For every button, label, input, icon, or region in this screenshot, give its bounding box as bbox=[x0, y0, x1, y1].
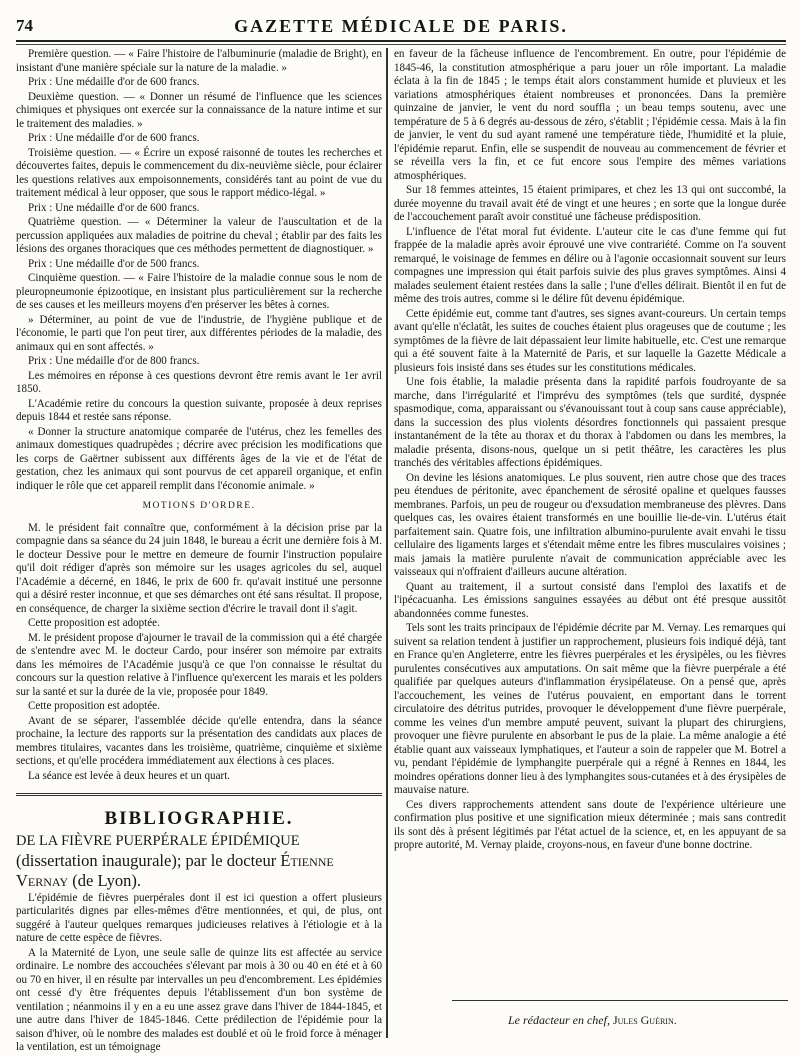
question-1: Première question. — « Faire l'histoire de l'albuminurie (maladie de Bright), en insistant d'une manière spéciale sur la nature de la maladie. » bbox=[16, 48, 382, 74]
header-rule bbox=[16, 44, 786, 45]
page-number: 74 bbox=[16, 16, 33, 35]
left-column bbox=[16, 48, 382, 1056]
president-motion-2: M. le président propose d'ajourner le travail de la commission qui a été chargée de s'entendre avec M. le docteur Cardo, pour insérer son mémoire par extraits dans les mémoires de l'Académie jusqu'à ce que l'on connaisse le résultat du concours sur la question relative à l'influence qu'exercent les marais et les polders sur la santé et sur la durée de la vie, proposée pour 1849. bbox=[16, 631, 382, 698]
president-motion-1: M. le président fait connaître que, conformément à la décision prise par la compagnie dans sa séance du 24 juin 1848, le bureau a écrit une dernière fois à M. le docteur Dessive pour le mettre en demeure de fournir l'instruction populaire qu'il doit rédiger d'après son mémoire sur les usages agricoles du sel, auquel l'Académie a décerné, en 1846, le prix de 600 fr. qu'avait institué une personne qui a désiré rester inconnue, et que ses démarches ont été sans résultat. Il propose, en conséquence, de charger la sixième section d'écrire le travail dont il s'agit. bbox=[16, 521, 382, 615]
motions-heading: MOTIONS D'ORDRE. bbox=[142, 501, 256, 511]
question-2: Deuxième question. — « Donner un résumé de l'influence que les sciences chimiques et physiques ont exercée sur la connaissance de la nature intime et sur le traitement des maladies. » bbox=[16, 90, 382, 130]
warning-signs: Cette épidémie eut, comme tant d'autres, ses signes avant-coureurs. Un certain temps avant qu'elle n'éclatât, les suites de couches étaient plus orageuses que de coutume ; les symptômes de la fièvre de lait dépassaient leur limite habituelle, etc. C'est une remarque qui a été souvent faite à la Maternité de Paris, et sur laquelle la Gazette Médicale a plusieurs fois insisté dans ses études sur les constitutions médicales. bbox=[394, 307, 786, 374]
page-header bbox=[16, 14, 786, 42]
treatment: Quant au traitement, il a surtout consisté dans l'emploi des laxatifs et de l'ipécacuanha. Les émissions sanguines essayées au début ont été presque aussitôt abandonnées comme funestes. bbox=[394, 580, 786, 620]
memoires-deadline: Les mémoires en réponse à ces questions devront être remis avant le 1er avril 1850. bbox=[16, 369, 382, 395]
maternite-lyon: A la Maternité de Lyon, une seule salle de quinze lits est affectée au service ordinaire. Le nombre des accouchées s'élevant par mois à 30 ou 40 en été et à 60 ou 70 en hiver, il en résulte par intervalles un peu d'encombrement. Les épidémies ont cessé d'y être fréquentes depuis l'établissement d'un bon système de ventilation ; néanmoins il y en a eu une assez grave dans l'hiver de 1844-1845, et une autre dans l'hiver de 1845-1846. Cette prédilection de l'épidémie pour la saison d'hiver, où le nombre des malades est doublé et où le froid force à ménager la ventilation, est un témoignage bbox=[16, 946, 382, 1053]
bibliography-title bbox=[16, 830, 382, 891]
biblio-title-main: DE LA FIÈVRE PUERPÉRALE ÉPIDÉMIQUE bbox=[16, 832, 300, 849]
section-separator bbox=[16, 793, 382, 796]
prize-3: Prix : Une médaille d'or de 600 francs. bbox=[28, 201, 200, 214]
prize-5: Prix : Une médaille d'or de 800 francs. bbox=[28, 355, 200, 367]
prize-4: Prix : Une médaille d'or de 500 francs. bbox=[28, 257, 200, 270]
signature-rule bbox=[452, 1000, 788, 1001]
journal-title: GAZETTE MÉDICALE DE PARIS. bbox=[234, 16, 568, 36]
bibliography-heading: BIBLIOGRAPHIE. bbox=[104, 808, 294, 829]
withdrawn-question: « Donner la structure anatomique comparée de l'utérus, chez les femelles des animaux domestiques quadrupèdes ; décrire avec précision les modifications que les corps de Gaërtner subissent aux différents âges de la vie et de l'état de gestation, chez les animaux qui sont pourvus de cet appareil organique, et enfin indiquer le rôle que cet appareil remplit dans l'économie animale. » bbox=[16, 425, 382, 492]
adopted-1: Cette proposition est adoptée. bbox=[28, 617, 160, 629]
main-features: Tels sont les traits principaux de l'épidémie décrite par M. Vernay. Les remarques qui suivent sa relation tendent à justifier un rapprochement, plusieurs fois indiqué déjà, tant en France qu'en Angleterre, entre les fièvres puerpérales et les érysipèles, ou les fièvres purulentes consécutives aux amputations. On sait même que la fièvre puerpérale a été qualifiée par quelques auteurs d'inflammation érysipélateuse. On a pensé que, après l'accouchement, les veines de l'utérus pouvaient, en emportant dans le torrent circulatoire des détritus putrides, provoquer le développement d'une fièvre puerpérale, comme les veines d'un membre amputé peuvent, suivant la plupart des chirurgiens, provoquer une fièvre purulente en absorbant le pus de la plaie. La même analogie a été établie quant aux vaisseaux lymphatiques, et l'auteur a soin de rappeler que M. Botrel a vu, pendant l'épidémie de lymphangite puerpérale qui a régné à Rennes en 1844, les moindres opérations donner lieu à des lymphangites sous-cutanées et à des érysipèles de mauvaise nature. bbox=[394, 622, 786, 796]
biblio-origin: (de Lyon). bbox=[68, 870, 142, 890]
women-affected: Sur 18 femmes atteintes, 15 étaient primipares, et chez les 13 qui ont succombé, la durée moyenne du travail avait été de vingt et une heures ; en sorte que la longue durée de l'accouchement paraît avoir constitué une fâcheuse prédisposition. bbox=[394, 184, 786, 223]
question-5-continued: » Déterminer, au point de vue de l'industrie, de l'hygiène publique et de l'économie, le parti que l'on peut tirer, aux différentes périodes de la maladie, des animaux qui en sont affectés. » bbox=[16, 313, 382, 353]
question-4: Quatrième question. — « Déterminer la valeur de l'auscultation et de la percussion appliquées aux maladies de poitrine du cheval ; établir par des faits les lésions des organes thoraciques que ces méthodes permettent de diagnostiquer. » bbox=[16, 216, 382, 255]
overcrowding-paragraph: en faveur de la fâcheuse influence de l'encombrement. En outre, pour l'épidémie de 1845-46, la constitution atmosphérique a paru jouer un rôle important. La maladie éclata à la fin de 1845 ; le temps était alors constamment humide et pluvieux et les variations atmosphériques étaient nombreuses et prononcées. Dans la première quinzaine de janvier, le vent du nord souffla ; un beau temps soutenu, avec une température de 5 à 6 degrés au-dessous de zéro, s'établit ; l'épidémie cessa. Mais à la fin de janvier, le vent du sud ayant ramené une température tiède, l'humidité et la pluie, l'épidémie reparut. Enfin, elle se suspendit de nouveau au commencement de février et se réveilla vers la fin, et ce fut encore sous l'empire des mêmes variations atmosphériques. bbox=[394, 48, 786, 182]
prize-1: Prix : Une médaille d'or de 600 francs. bbox=[28, 76, 200, 88]
conclusion: Ces divers rapprochements attendent sans doute de l'expérience ultérieure une confirmation plus positive et une signification mieux déterminée ; mais sans contredit ils sont dès à présent légitimés par l'état actuel de la science, et, en les appuyant de sa propre autorité, M. Vernay plaide, croyons-nous, en faveur d'une bonne doctrine. bbox=[394, 798, 786, 851]
column-divider bbox=[386, 48, 388, 1038]
biblio-author: Étienne Vernay bbox=[16, 850, 334, 890]
moral-influence: L'influence de l'état moral fut évidente. L'auteur cite le cas d'une femme qui fut frappée de la maladie après avoir éprouvé une vive contrariété. Comme on l'a souvent remarqué, le voisinage de femmes en délire ou à l'agonie occasionnait souvent sur leurs compagnes une impression qui était parfois suivie des plus graves symptômes. Ainsi 4 malades seulement étaient restées dans la salle ; l'une d'elles délirait. Bientôt il en fut de même des trois autres, comme si le délire fût devenu épidémique. bbox=[394, 225, 786, 305]
disease-course: Une fois établie, la maladie présenta dans la rapidité parfois foudroyante de sa marche, dans l'irrégularité et l'imprévu des symptômes (tels que surdité, dyspnée spasmodique, coma, apparaissant ou s'évanouissant tout à coup sans cause appréciable), dans la succession des plus violents désordres fonctionnels qui passaient presque instantanément de la tête au thorax et du thorax à l'abdomen ou dans les membres, la maladie présenta, disons-nous, quelque un si petit théâtre, les caractères les plus tranchés des véritables affections épidémiques. bbox=[394, 376, 786, 469]
right-column bbox=[394, 48, 786, 854]
academie-withdrawal: L'Académie retire du concours la question suivante, proposée à deux reprises depuis 1844 et restée sans réponse. bbox=[16, 397, 382, 423]
signature-name: Jules Guérin. bbox=[609, 1013, 677, 1027]
epidemic-intro: L'épidémie de fièvres puerpérales dont il est ici question a offert plusieurs particularités dignes par elles-mêmes d'être mentionnées, et qui, de plus, ont suggéré à l'auteur quelques remarques judicieuses relatives à l'étiologie et à la nature de cette espèce de fièvres. bbox=[16, 891, 382, 944]
adopted-2: Cette proposition est adoptée. bbox=[28, 700, 160, 712]
editor-signature bbox=[508, 1013, 677, 1028]
biblio-title-sub: (dissertation inaugurale); par le docteur bbox=[16, 850, 281, 870]
session-closed: La séance est levée à deux heures et un quart. bbox=[28, 769, 231, 782]
assembly-decision: Avant de se séparer, l'assemblée décide qu'elle entendra, dans la séance prochaine, la lecture des rapports sur la présentation des candidats aux places de membres titulaires, vacantes dans les troisième, quatrième, cinquième et sixième sections, et qu'elle procédera immédiatement aux élections à ces places. bbox=[16, 714, 382, 767]
anatomical-lesions: On devine les lésions anatomiques. Le plus souvent, rien autre chose que des traces peu étendues de péritonite, avec épanchement de sérosité opaline et quelques fausses membranes. Parfois, un peu de rougeur ou d'exsudation membraneuse des plèvres. Dans quelques cas, les ovaires étaient transformés en une bouillie lie-de-vin. L'utérus était parfaitement sain. Quatre fois, une infiltration albumino-purulente avait envahi le tissu cellulaire des ligaments larges et s'étendait même entre les fibres musculaires voisines ; mais jamais la matière purulente n'avait de communication appréciable avec les vaisseaux qui n'offraient d'ailleurs aucune altération. bbox=[394, 471, 786, 578]
question-5: Cinquième question. — « Faire l'histoire de la maladie connue sous le nom de pleuropneumonie épizootique, en insistant plus particulièrement sur la recherche de ses causes et les meilleurs moyens d'en préserver les bêtes à cornes. bbox=[16, 272, 382, 311]
signature-role: Le rédacteur en chef, bbox=[508, 1013, 610, 1027]
prize-2: Prix : Une médaille d'or de 600 francs. bbox=[28, 132, 200, 144]
question-3: Troisième question. — « Écrire un exposé raisonné de toutes les recherches et découvertes faites, depuis le commencement du dix-neuvième siècle, pour éclairer les questions relatives aux empoisonnements, considérés tant au point de vue du traitement médical à leur opposer, que sous le rapport médico-légal. » bbox=[16, 146, 382, 199]
